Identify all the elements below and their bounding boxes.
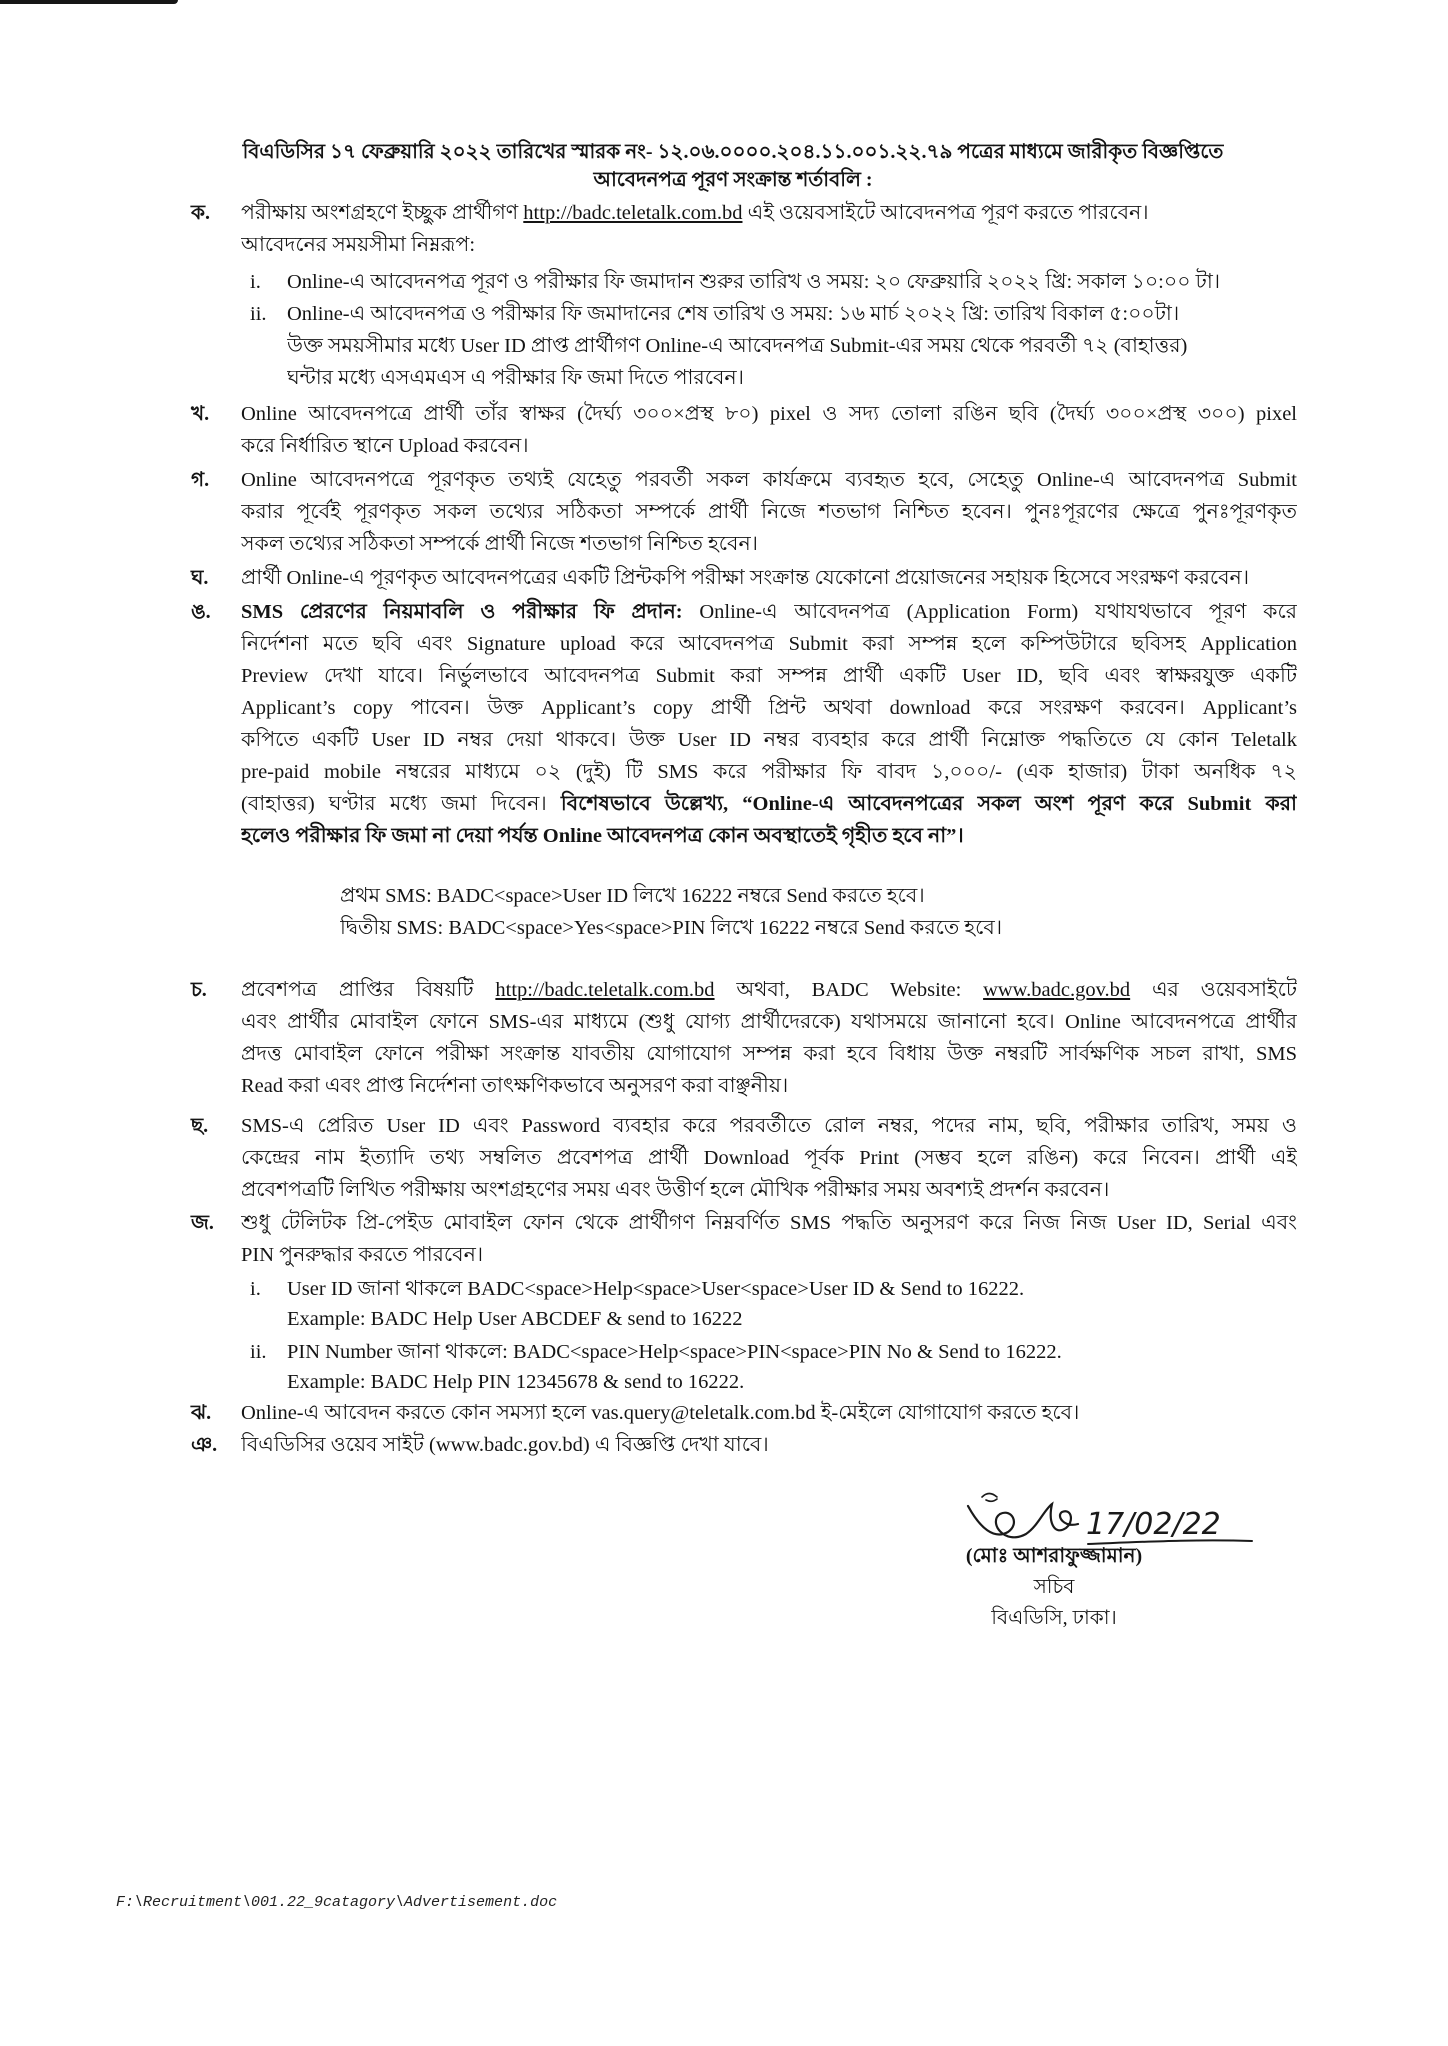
item-line: এবং প্রার্থীর মোবাইল ফোনে SMS-এর মাধ্যমে (শুধু যোগ্য প্রার্থীদেরকে) যথাসময়ে জানানো হবে। Online আবেদনপত্রে প্রার্থীর xyxy=(241,1011,1297,1033)
sub-item-ii xyxy=(241,298,1297,394)
item-line: সকল তথ্যের সঠিকতা সম্পর্কে প্রার্থী নিজে শতভাগ নিশ্চিত হবেন। xyxy=(241,533,759,555)
badc-website-url: www.badc.gov.bd xyxy=(983,979,1131,1001)
text-segment: প্রবেশপত্র প্রাপ্তির বিষয়টি xyxy=(241,979,496,1001)
special-note: বিশেষভাবে উল্লেখ্য, “Online-এ আবেদনপত্রের সকল অংশ পূরণ করে Submit করা xyxy=(560,793,1297,815)
text-segment: (বাহাত্তর) ঘণ্টার মধ্যে জমা দিবেন। xyxy=(241,793,561,815)
heading-line-2: আবেদনপত্র পূরণ সংক্রান্ত শর্তাবলি : xyxy=(593,169,873,191)
signature-date: 17/02/22 xyxy=(1086,1507,1221,1542)
item-marker: ক. xyxy=(191,202,210,224)
item-marker: ঞ. xyxy=(191,1434,218,1456)
item-line: Online আবেদনপত্রে প্রার্থী তাঁর স্বাক্ষর (দৈর্ঘ্য ৩০০×প্রস্থ ৮০) pixel ও সদ্য তোলা রঙিন ছবি (দৈর্ঘ্য ৩০০×প্রস্থ ৩০০) pixel xyxy=(241,403,1297,425)
sub-item-marker: ii. xyxy=(250,303,267,325)
file-path-footer: F:\Recruitment\001.22_9catagory\Advertisement.doc xyxy=(116,1894,558,1911)
sub-item-line: উক্ত সময়সীমার মধ্যে User ID প্রাপ্ত প্রার্থীগণ Online-এ আবেদনপত্র Submit-এর সময় থেকে পরবর্তী ৭২ (বাহাত্তর) xyxy=(287,335,1188,357)
item-kha xyxy=(191,398,1297,462)
document-heading xyxy=(183,138,1283,194)
special-note-line: হলেও পরীক্ষার ফি জমা না দেয়া পর্যন্ত Online আবেদনপত্র কোন অবস্থাতেই গৃহীত হবে না”। xyxy=(241,825,964,847)
item-text xyxy=(241,562,1297,594)
signature-block xyxy=(924,1541,1184,1634)
item-line: কেন্দ্রের নাম ইত্যাদি তথ্য সম্বলিত প্রবেশপত্র প্রার্থী Download পূর্বক Print (সম্ভব হলে রঙিন) করে নিবেন। প্রার্থী এই xyxy=(241,1147,1297,1169)
item-marker: চ. xyxy=(191,979,207,1001)
sub-item-text xyxy=(287,298,1297,394)
item-marker: ঙ. xyxy=(191,601,211,623)
item-text xyxy=(241,596,1297,944)
text-segment: Online-এ আবেদনপত্র (Application Form) যথাযথভাবে পূরণ করে xyxy=(682,601,1297,623)
item-text xyxy=(241,1429,1297,1461)
item-line: SMS-এ প্রেরিত User ID এবং Password ব্যবহার করে পরবর্তীতে রোল নম্বর, পদের নাম, ছবি, পরীক্ষার তারিখ, সময় ও xyxy=(241,1115,1297,1137)
heading-line-1: বিএডিসির ১৭ ফেব্রুয়ারি ২০২২ তারিখের স্মারক নং- ১২.০৬.০০০০.২০৪.১১.০০১.২২.৭৯ পত্রের মাধ্যমে জারীকৃত বিজ্ঞপ্তিতে xyxy=(242,141,1224,163)
item-line: pre-paid mobile নম্বরের মাধ্যমে ০২ (দুই) টি SMS করে পরীক্ষার ফি বাবদ ১,০০০/- (এক হাজার) টাকা অনধিক ৭২ xyxy=(241,761,1297,783)
sub-item-marker: i. xyxy=(250,1278,261,1300)
item-text xyxy=(241,1207,1297,1397)
signatory-name: (মোঃ আশরাফুজ্জামান) xyxy=(965,1545,1143,1567)
item-line: শুধু টেলিটক প্রি-পেইড মোবাইল ফোন থেকে প্রার্থীগণ নিম্নবর্ণিত SMS পদ্ধতি অনুসরণ করে নিজ নিজ User ID, Serial এবং xyxy=(241,1212,1297,1234)
item-line xyxy=(241,596,1297,628)
item-ja xyxy=(191,1207,1297,1397)
item-line: Preview দেখা যাবে। নির্ভুলভাবে আবেদনপত্র Submit করা সম্পন্ন প্রার্থী একটি User ID, ছবি এবং স্বাক্ষরযুক্ত একটি xyxy=(241,665,1297,687)
sms-instructions xyxy=(340,880,1297,944)
item-line xyxy=(241,788,1297,820)
scan-edge-mark xyxy=(0,0,178,4)
item-ga xyxy=(191,464,1297,560)
sub-item-example: Example: BADC Help PIN 12345678 & send to 16222. xyxy=(287,1371,745,1393)
item-line: Read করা এবং প্রাপ্ত নির্দেশনা তাৎক্ষণিকভাবে অনুসরণ করা বাঞ্ছনীয়। xyxy=(241,1075,789,1097)
item-gha xyxy=(191,562,1297,594)
sub-item-line: User ID জানা থাকলে BADC<space>Help<space>User<space>User ID & Send to 16222. xyxy=(287,1278,1025,1300)
item-text xyxy=(241,1110,1297,1206)
text-segment: পরীক্ষায় অংশগ্রহণে ইচ্ছুক প্রার্থীগণ xyxy=(241,202,524,224)
teletalk-url: http://badc.teletalk.com.bd xyxy=(495,979,715,1001)
document-body xyxy=(0,138,1448,1461)
sub-item-line: Online-এ আবেদনপত্র পূরণ ও পরীক্ষার ফি জমাদান শুরুর তারিখ ও সময়: ২০ ফেব্রুয়ারি ২০২২ খ্রি: সকাল ১০:০০ টা। xyxy=(287,271,1221,293)
item-marker: ঘ. xyxy=(191,567,209,589)
sub-item-example: Example: BADC Help User ABCDEF & send to 16222 xyxy=(287,1308,743,1330)
item-jha xyxy=(191,1397,1297,1429)
signatory-office: বিএডিসি, ঢাকা। xyxy=(991,1607,1117,1629)
item-nga xyxy=(191,596,1297,944)
sms-line-first: প্রথম SMS: BADC<space>User ID লিখে 16222 নম্বরে Send করতে হবে। xyxy=(340,885,925,907)
item-marker: খ. xyxy=(191,403,210,425)
item-line: প্রদত্ত মোবাইল ফোনে পরীক্ষা সংক্রান্ত যাবতীয় যোগাযোগ সম্পন্ন করা হবে বিধায় উক্ত নম্বরটি সার্বক্ষণিক সচল রাখা, SMS xyxy=(241,1043,1297,1065)
sub-item-line: PIN Number জানা থাকলে: BADC<space>Help<space>PIN<space>PIN No & Send to 16222. xyxy=(287,1341,1062,1363)
item-marker: ঝ. xyxy=(191,1402,212,1424)
item-ca xyxy=(191,974,1297,1102)
item-ka xyxy=(191,197,1297,394)
sub-item-line: ঘন্টার মধ্যে এসএমএস এ পরীক্ষার ফি জমা দিতে পারবেন। xyxy=(287,367,744,389)
item-line: Online-এ আবেদন করতে কোন সমস্যা হলে vas.query@teletalk.com.bd ই-মেইলে যোগাযোগ করতে হবে। xyxy=(241,1402,1080,1424)
item-line: প্রার্থী Online-এ পূরণকৃত আবেদনপত্রের একটি প্রিন্টকপি পরীক্ষা সংক্রান্ত যেকোনো প্রয়োজনের সহায়ক হিসেবে সংরক্ষণ করবেন। xyxy=(241,567,1250,589)
item-text xyxy=(241,1397,1297,1429)
item-line: PIN পুনরুদ্ধার করতে পারবেন। xyxy=(241,1244,484,1266)
item-line: বিএডিসির ওয়েব সাইট (www.badc.gov.bd) এ বিজ্ঞপ্তি দেখা যাবে। xyxy=(241,1434,769,1456)
sub-item-text xyxy=(287,266,1297,298)
item-line: Applicant’s copy পাবেন। উক্ত Applicant’s copy প্রার্থী প্রিন্ট অথবা download করে সংরক্ষণ করবেন। Applicant’s xyxy=(241,697,1297,719)
sub-item-marker: i. xyxy=(250,271,261,293)
item-marker: জ. xyxy=(191,1212,214,1234)
item-text xyxy=(241,974,1297,1102)
text-segment: অথবা, BADC Website: xyxy=(714,979,984,1001)
item-line xyxy=(241,197,1297,229)
teletalk-url: http://badc.teletalk.com.bd xyxy=(523,202,743,224)
signature-initial-mark xyxy=(982,1494,997,1502)
item-line: Online আবেদনপত্রে পূরণকৃত তথ্যই যেহেতু পরবর্তী সকল কার্যক্রমে ব্যবহৃত হবে, সেহেতু Online-এ আবেদনপত্র Submit xyxy=(241,469,1297,491)
item-line: করার পূর্বেই পূরণকৃত সকল তথ্যের সঠিকতা সম্পর্কে প্রার্থী নিজে শতভাগ নিশ্চিত হবেন। পুনঃপূরণের ক্ষেত্রে পুনঃপূরণকৃত xyxy=(241,501,1297,523)
sub-item-i xyxy=(241,266,1297,298)
item-line xyxy=(241,974,1297,1006)
signatory-designation: সচিব xyxy=(1033,1576,1075,1598)
sub-item-text xyxy=(287,1274,1297,1334)
item-line: প্রবেশপত্রটি লিখিত পরীক্ষায় অংশগ্রহণের সময় এবং উত্তীর্ণ হলে মৌখিক পরীক্ষার সময় অবশ্যই প্রদর্শন করবেন। xyxy=(241,1179,1110,1201)
item-text xyxy=(241,197,1297,394)
item-marker: ছ. xyxy=(191,1115,209,1137)
sub-item-marker: ii. xyxy=(250,1341,267,1363)
item-text xyxy=(241,464,1297,560)
sub-item-line: Online-এ আবেদনপত্র ও পরীক্ষার ফি জমাদানের শেষ তারিখ ও সময়: ১৬ মার্চ ২০২২ খ্রি: তারিখ বিকাল ৫:০০টা। xyxy=(287,303,1180,325)
sub-item-text xyxy=(287,1337,1297,1397)
item-marker: গ. xyxy=(191,469,210,491)
item-text xyxy=(241,398,1297,462)
text-segment: এর ওয়েবসাইটে xyxy=(1130,979,1297,1001)
item-cha xyxy=(191,1110,1297,1206)
item-line: নির্দেশনা মতে ছবি এবং Signature upload করে আবেদনপত্র Submit করা সম্পন্ন হলে কম্পিউটারে ছবিসহ Application xyxy=(241,633,1297,655)
sms-rules-heading: SMS প্রেরণের নিয়মাবলি ও পরীক্ষার ফি প্রদান: xyxy=(241,601,683,623)
item-line: করে নির্ধারিত স্থানে Upload করবেন। xyxy=(241,435,529,457)
text-segment: এই ওয়েবসাইটে আবেদনপত্র পূরণ করতে পারবেন। xyxy=(742,202,1149,224)
item-line: কপিতে একটি User ID নম্বর দেয়া থাকবে। উক্ত User ID নম্বর ব্যবহার করে প্রার্থী নিম্নোক্ত পদ্ধতিতে যে কোন Teletalk xyxy=(241,729,1297,751)
item-line: আবেদনের সময়সীমা নিম্নরূপ: xyxy=(241,234,476,256)
sms-line-second: দ্বিতীয় SMS: BADC<space>Yes<space>PIN লিখে 16222 নম্বরে Send করতে হবে। xyxy=(340,917,1003,939)
sub-item-ii xyxy=(241,1337,1297,1397)
sub-item-i xyxy=(241,1274,1297,1334)
item-nya xyxy=(191,1429,1297,1461)
signature-stroke xyxy=(968,1504,1078,1537)
